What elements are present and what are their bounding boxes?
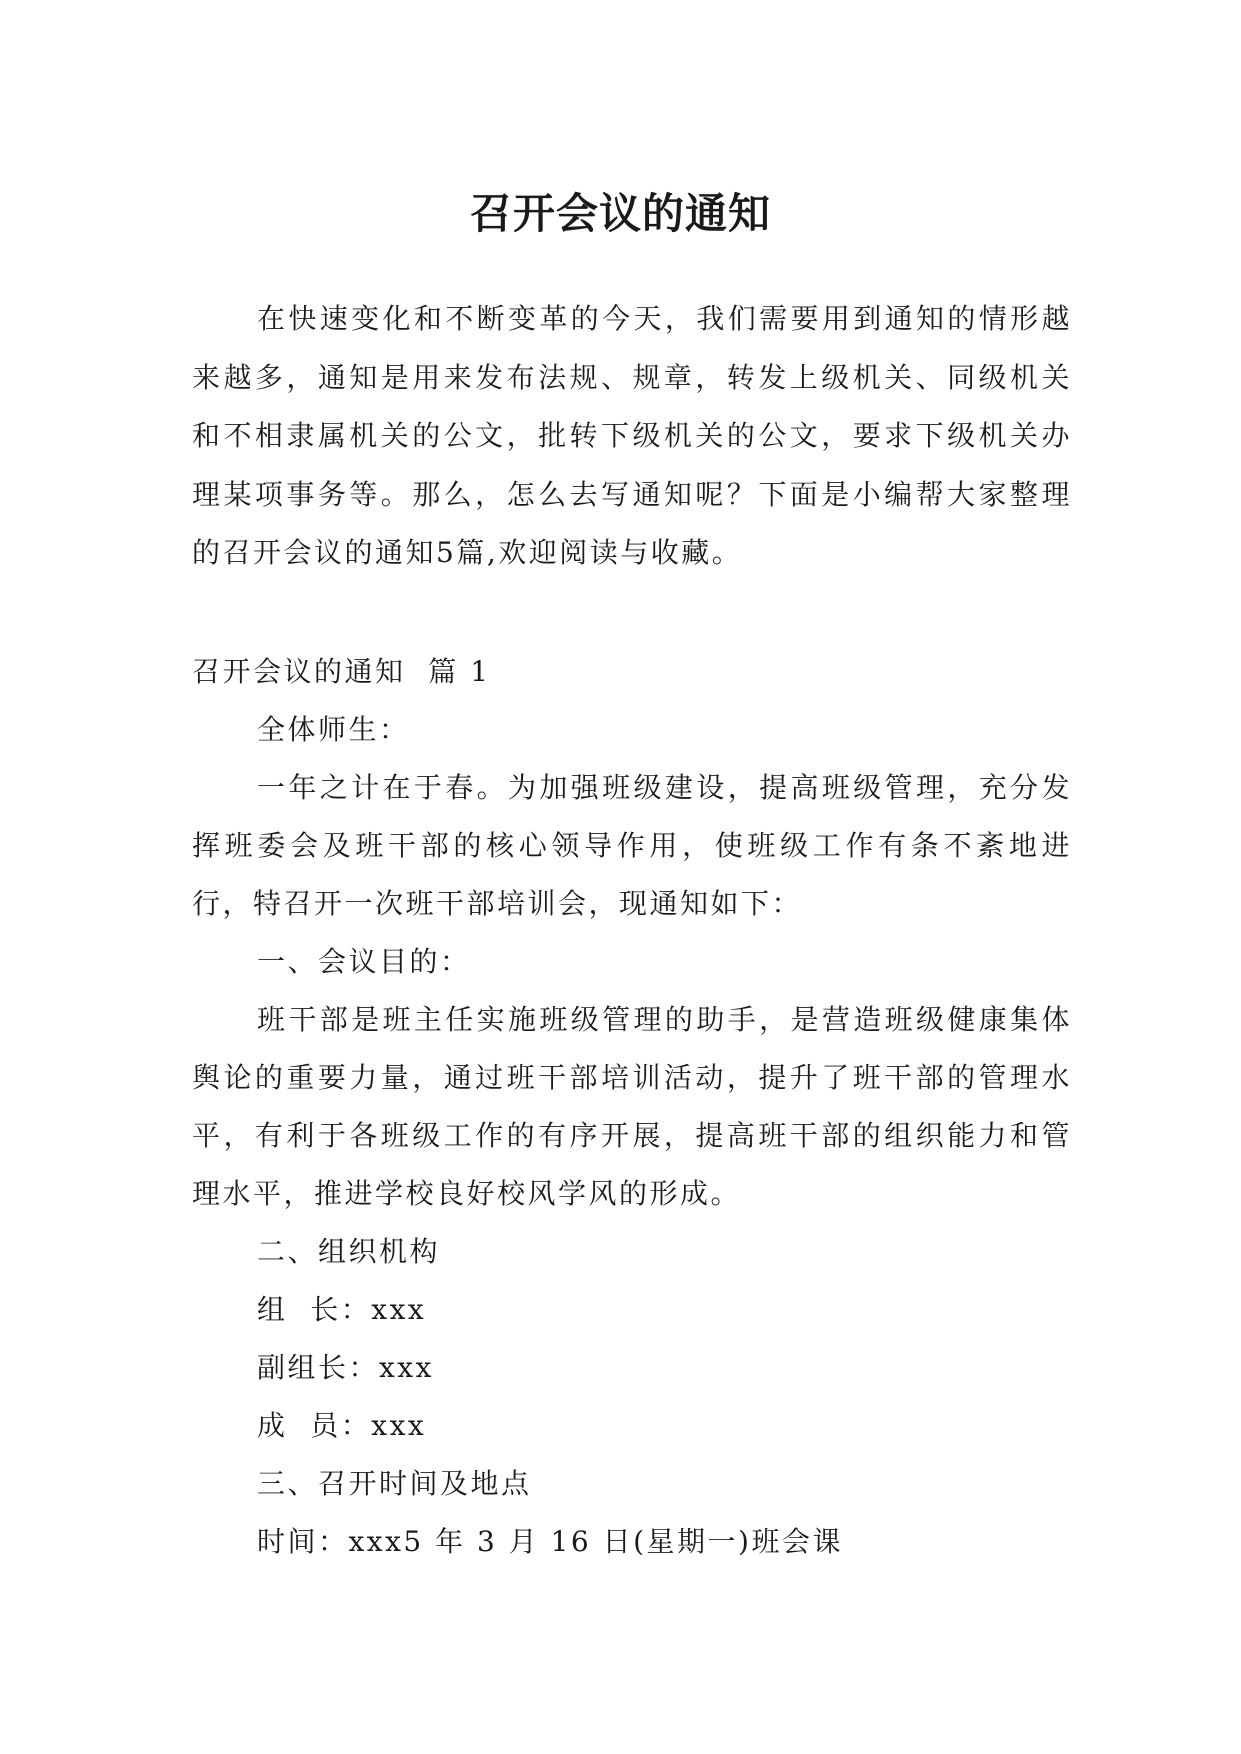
document-body <box>192 643 1072 1571</box>
document-title: 召开会议的通知 <box>469 189 771 239</box>
section-heading: 召开会议的通知 篇 1 <box>192 655 491 688</box>
body-paragraph: 一年之计在于春。为加强班级建设，提高班级管理，充分发挥班委会及班干部的核心领导作用，使班级工作有条不紊地进行，特召开一次班干部培训会，现通知如下： <box>192 771 1072 920</box>
org-deputy-leader: 副组长：xxx <box>257 1351 434 1384</box>
subheading-purpose: 一、会议目的： <box>257 945 471 978</box>
org-leader: 组 长：xxx <box>257 1293 427 1326</box>
meeting-time: 时间：xxx5 年 3 月 16 日(星期一)班会课 <box>257 1525 843 1558</box>
org-members: 成 员：xxx <box>257 1409 427 1442</box>
subheading-time-place: 三、召开时间及地点 <box>257 1467 532 1500</box>
salutation: 全体师生： <box>257 713 410 746</box>
subheading-organization: 二、组织机构 <box>257 1235 441 1268</box>
body-paragraph: 班干部是班主任实施班级管理的助手，是营造班级健康集体舆论的重要力量，通过班干部培训活动，提升了班干部的管理水平，有利于各班级工作的有序开展，提高班干部的组织能力和管理水平，推进学校良好校风学风的形成。 <box>192 1003 1072 1210</box>
intro-paragraph: 在快速变化和不断变革的今天，我们需要用到通知的情形越来越多，通知是用来发布法规、规章，转发上级机关、同级机关和不相隶属机关的公文，批转下级机关的公文，要求下级机关办理某项事务等。那么，怎么去写通知呢？下面是小编帮大家整理的召开会议的通知5篇,欢迎阅读与收藏。 <box>192 302 1072 569</box>
